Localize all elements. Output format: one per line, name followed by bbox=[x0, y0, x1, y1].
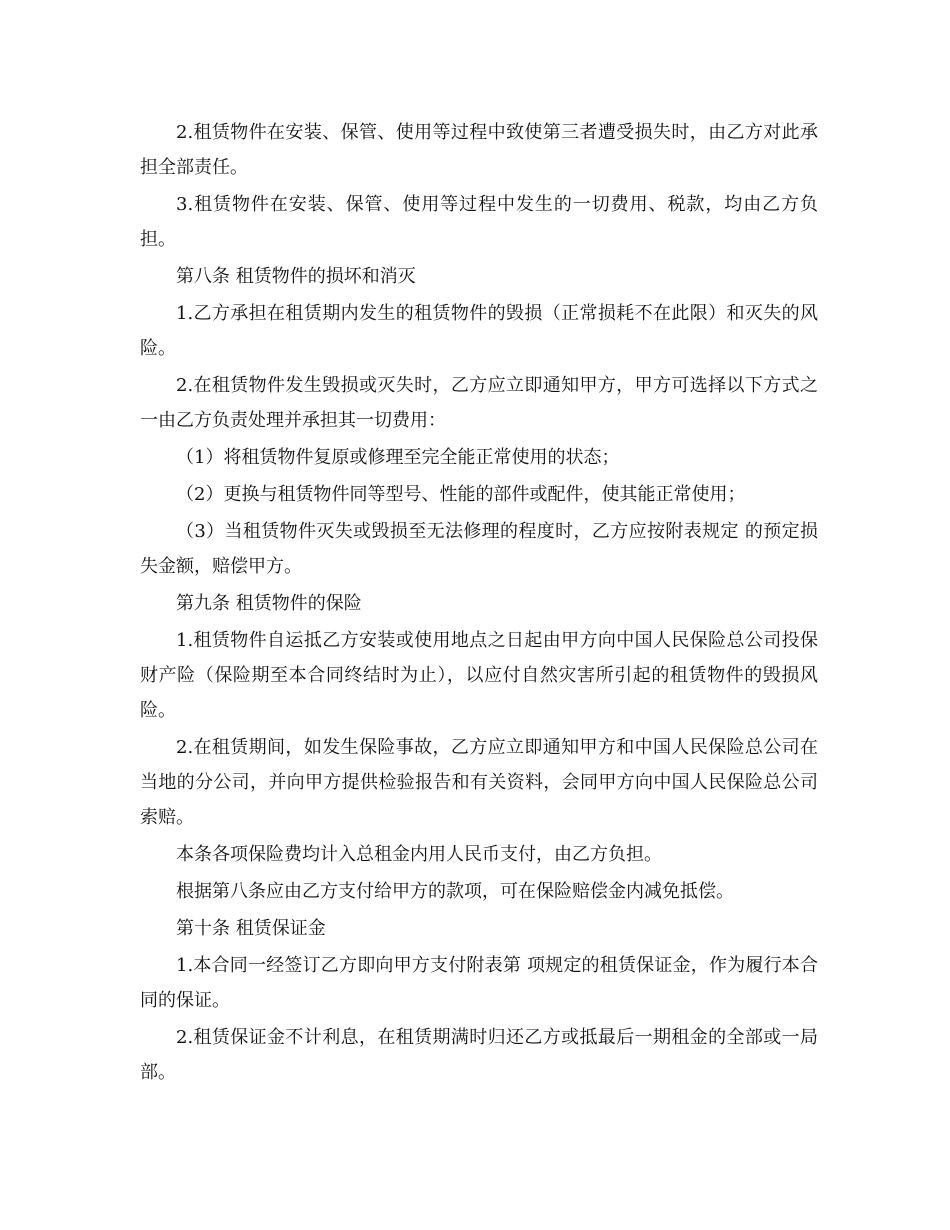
list-item: （2）更换与租赁物件同等型号、性能的部件或配件，使其能正常使用； bbox=[176, 484, 746, 505]
paragraph: 3.租赁物件在安装、保管、使用等过程中发生的一切费用、税款，均由乙方负担。 bbox=[140, 194, 818, 250]
section-heading: 第十条 租赁保证金 bbox=[176, 918, 326, 939]
paragraph: 2.租赁保证金不计利息，在租赁期满时归还乙方或抵最后一期租金的全部或一局部。 bbox=[140, 1027, 818, 1083]
list-item: （1）将租赁物件复原或修理至完全能正常使用的状态； bbox=[176, 447, 620, 468]
paragraph: 2.在租赁物件发生毁损或灭失时，乙方应立即通知甲方，甲方可选择以下方式之一由乙方负责处理并承担其一切费用： bbox=[140, 375, 818, 431]
paragraph: 1.乙方承担在租赁期内发生的租赁物件的毁损（正常损耗不在此限）和灭失的风险。 bbox=[140, 303, 818, 359]
paragraph: 根据第八条应由乙方支付给甲方的款项，可在保险赔偿金内减免抵偿。 bbox=[176, 881, 734, 902]
paragraph: 2.租赁物件在安装、保管、使用等过程中致使第三者遭受损失时，由乙方对此承担全部责任。 bbox=[140, 122, 818, 178]
section-heading: 第九条 租赁物件的保险 bbox=[176, 593, 362, 614]
paragraph: 2.在租赁期间，如发生保险事故，乙方应立即通知甲方和中国人民保险总公司在当地的分公司，并向甲方提供检验报告和有关资料，会同甲方向中国人民保险总公司索赔。 bbox=[140, 737, 818, 828]
document-body bbox=[140, 115, 818, 1092]
section-heading: 第八条 租赁物件的损坏和消灭 bbox=[176, 266, 416, 287]
paragraph: 1.本合同一经签订乙方即向甲方支付附表第 项规定的租赁保证金，作为履行本合同的保证。 bbox=[140, 955, 818, 1011]
paragraph: 本条各项保险费均计入总租金内用人民币支付，由乙方负担。 bbox=[176, 844, 662, 865]
paragraph: 1.租赁物件自运抵乙方安装或使用地点之日起由甲方向中国人民保险总公司投保财产险（保险期至本合同终结时为止），以应付自然灾害所引起的租赁物件的毁损风险。 bbox=[140, 630, 818, 721]
list-item: （3）当租赁物件灭失或毁损至无法修理的程度时，乙方应按附表规定 的预定损失金额，赔偿甲方。 bbox=[140, 521, 818, 577]
